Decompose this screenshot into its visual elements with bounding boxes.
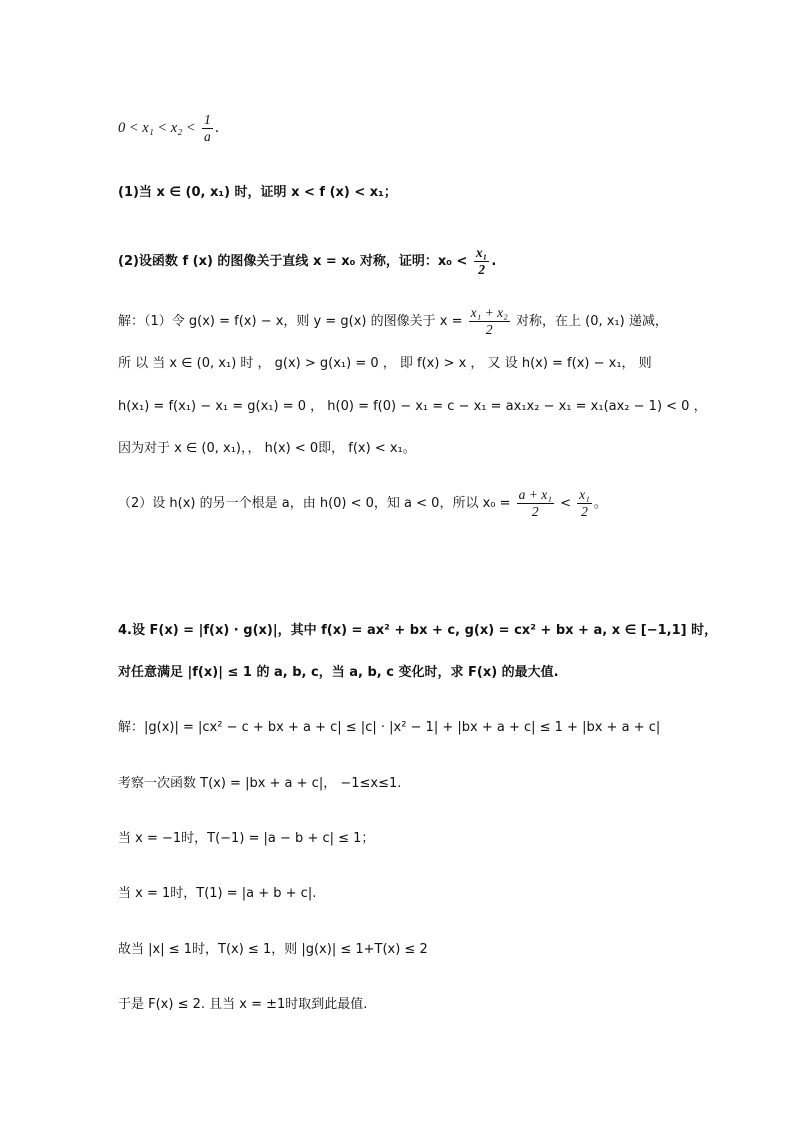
q4-solution-line-1: 解：|g(x)| = |cx² − c + bx + a + c| ≤ |c| · |x² − 1| + |bx + a + c| ≤ 1 + |bx + a + c|: [118, 720, 661, 735]
question-part-2: [118, 242, 718, 282]
solution-line-1: [118, 302, 718, 342]
fraction-numerator: 1: [203, 112, 211, 127]
fraction-one-over-a: [202, 112, 213, 145]
fraction-denominator: 2: [581, 504, 588, 519]
period: .: [214, 120, 220, 136]
q4-solution-line-4: 当 x = 1时，T(1) = |a + b + c|.: [118, 886, 317, 901]
fraction-denominator: 2: [531, 504, 539, 519]
solution-line-1-tail: 对称，在上 (0, x₁) 递减，: [515, 314, 668, 329]
solution-part-2-text: （2）设 h(x) 的另一个根是 a，由 h(0) < 0，知 a < 0，所以 x₀ =: [118, 496, 511, 511]
fraction-denominator: 2: [485, 322, 493, 337]
solution-line-2: 所 以 当 x ∈ (0, x₁) 时 ， g(x) > g(x₁) = 0 ， 即 f(x) > x ， 又 设 h(x) = f(x) − x₁， 则: [118, 356, 652, 371]
less-than-sign: <: [560, 496, 571, 511]
fraction-a-plus-x1-over-2: [517, 487, 554, 520]
question-part-1: (1)当 x ∈ (0, x₁) 时，证明 x < f (x) < x₁；: [118, 185, 397, 200]
period: .: [491, 254, 497, 269]
inequality-text: 0 < x₁ < x₂ <: [118, 120, 196, 136]
inequality-line: [118, 108, 718, 148]
fraction-numerator: x₁: [475, 245, 488, 260]
solution-line-3: h(x₁) = f(x₁) − x₁ = g(x₁) = 0 ， h(0) = f(0) − x₁ = c − x₁ = ax₁x₂ − x₁ = x₁(ax₂ − 1) < 0 ，: [118, 399, 707, 414]
fraction-numerator: a + x₁: [518, 487, 552, 502]
fraction-numerator: x₁: [579, 487, 590, 502]
q4-solution-line-5: 故当 |x| ≤ 1时，T(x) ≤ 1，则 |g(x)| ≤ 1+T(x) ≤ 2: [118, 942, 428, 957]
solution-part-2: [118, 484, 718, 524]
q4-solution-line-3: 当 x = −1时，T(−1) = |a − b + c| ≤ 1；: [118, 831, 375, 846]
fraction-denominator: a: [203, 129, 211, 144]
question-4-line-1: 4.设 F(x) = |f(x) · g(x)|，其中 f(x) = ax² + bx + c, g(x) = cx² + bx + a, x ∈ [−1,1] 时，: [118, 623, 718, 638]
fraction-x1-over-2-b: [577, 487, 592, 520]
fraction-sum-over-2: [469, 305, 510, 338]
fraction-numerator: x₁ + x₂: [470, 305, 508, 320]
solution-line-4: 因为对于 x ∈ (0, x₁)，， h(x) < 0即， f(x) < x₁。: [118, 441, 416, 456]
question-4-line-2: 对任意满足 |f(x)| ≤ 1 的 a, b, c，当 a, b, c 变化时，求 F(x) 的最大值.: [118, 665, 559, 680]
question-part-2-text: (2)设函数 f (x) 的图像关于直线 x = x₀ 对称，证明：x₀ <: [118, 254, 468, 269]
period: 。: [593, 496, 607, 511]
fraction-x1-over-2: [474, 245, 489, 278]
q4-solution-line-2: 考察一次函数 T(x) = |bx + a + c|， −1≤x≤1.: [118, 776, 402, 791]
solution-line-1-text: 解：（1）令 g(x) = f(x) − x，则 y = g(x) 的图像关于 x =: [118, 314, 463, 329]
q4-solution-line-6: 于是 F(x) ≤ 2. 且当 x = ±1时取到此最值.: [118, 997, 368, 1012]
fraction-denominator: 2: [478, 262, 486, 277]
